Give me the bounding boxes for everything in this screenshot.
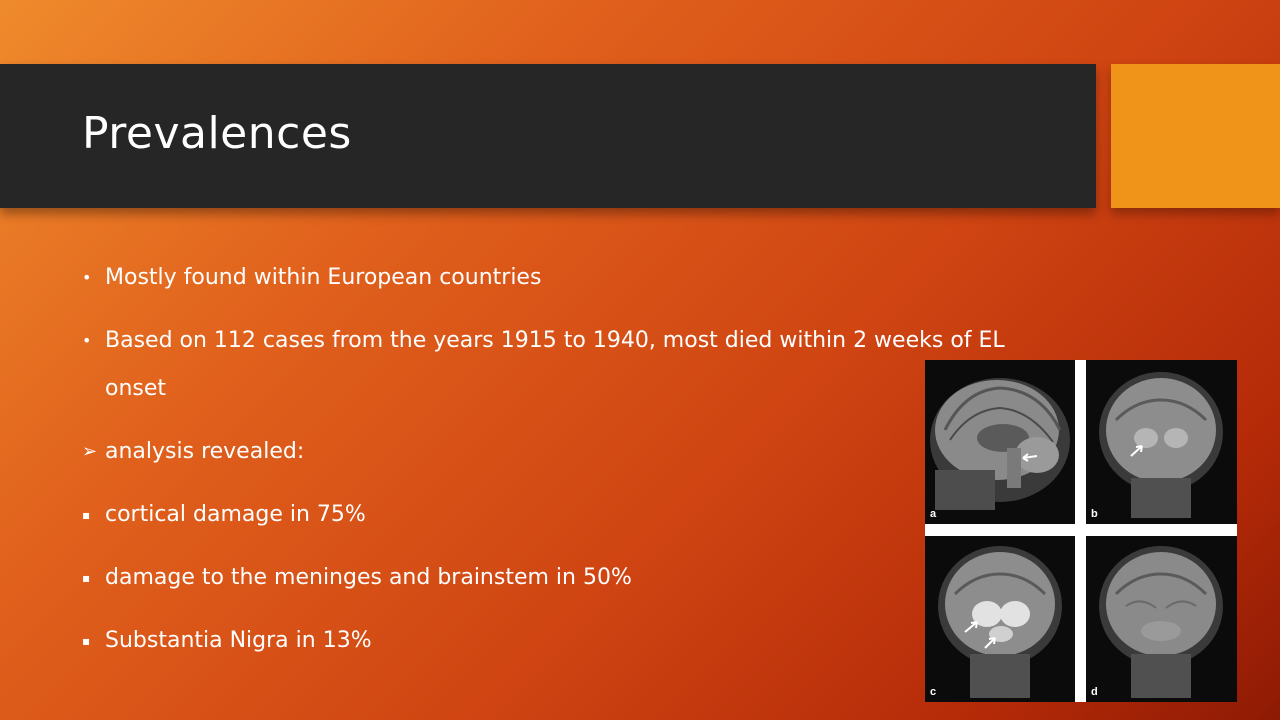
bullet-text: damage to the meninges and brainstem in 50% [105,565,632,590]
panel-label: b [1091,508,1098,520]
slide-title: Prevalences [82,108,352,159]
arrow-bullet-icon: ➢ [82,441,98,462]
mri-figure [925,360,1237,702]
mri-panel-d [1086,536,1237,702]
panel-label: a [930,508,937,520]
panel-label: d [1091,686,1098,698]
bullet-item [82,428,1022,476]
square-bullet-icon: ▪ [82,571,91,585]
bullet-item [82,554,1022,602]
bullet-text: analysis revealed: [105,439,305,464]
panel-label: c [930,686,937,698]
mri-panel-a [925,360,1075,524]
bullet-dot-icon: • [82,268,92,287]
bullet-text: Substantia Nigra in 13% [105,628,372,653]
bullet-text: Based on 112 cases from the years 1915 to 1940, most died within 2 weeks of EL onset [105,328,1005,401]
square-bullet-icon: ▪ [82,508,91,522]
mri-panel-c [925,536,1075,702]
bullet-text: cortical damage in 75% [105,502,366,527]
bullet-item [82,491,1022,539]
bullet-item [82,617,1022,665]
bullet-dot-icon: • [82,331,92,350]
square-bullet-icon: ▪ [82,634,91,648]
bullet-text: Mostly found within European countries [105,265,542,290]
bullet-item [82,254,1022,302]
bullet-item [82,317,1022,413]
mri-panel-b [1086,360,1237,524]
accent-box [1111,64,1280,208]
